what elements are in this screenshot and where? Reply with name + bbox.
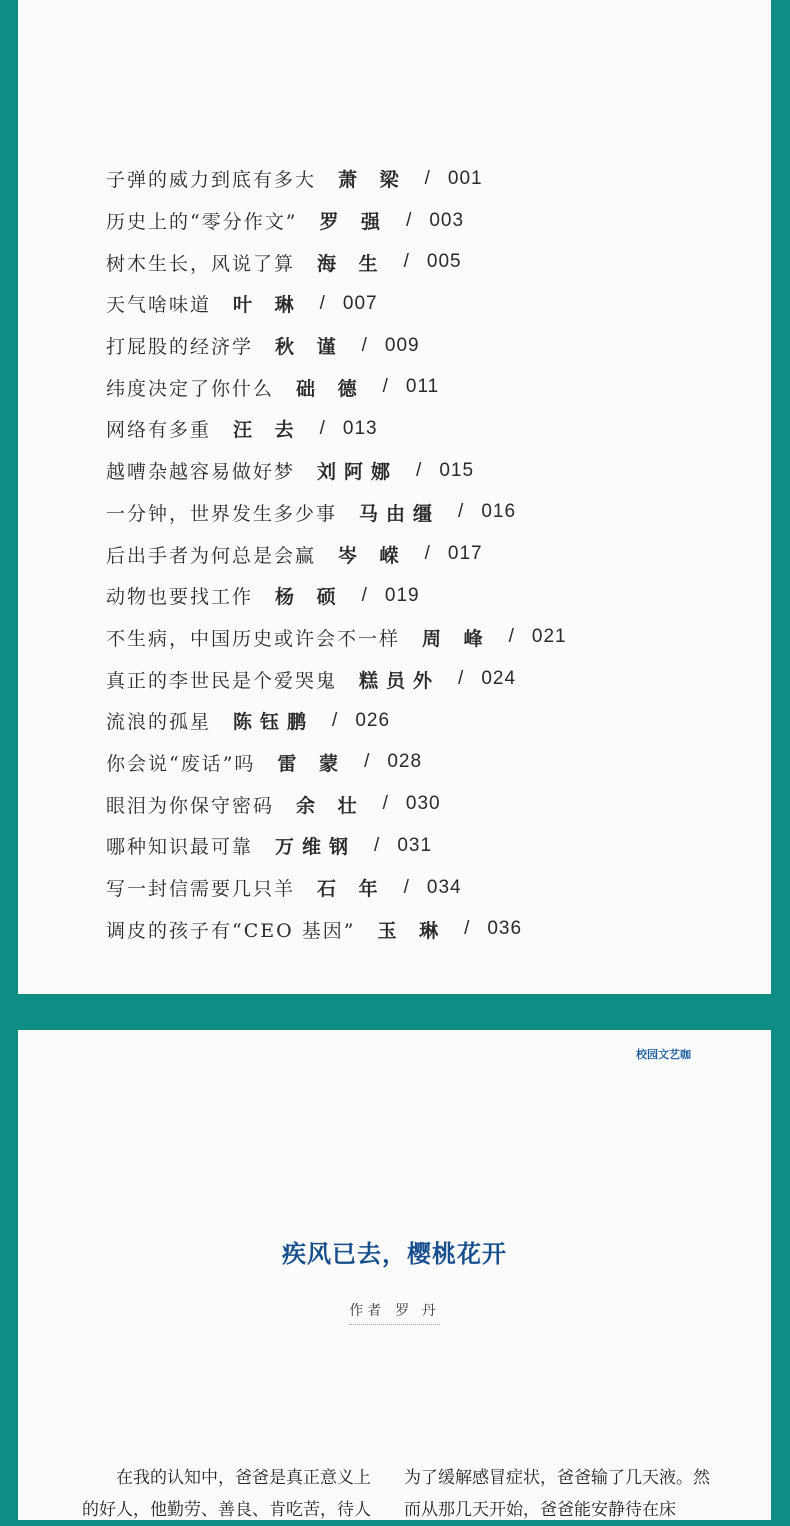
toc-entry-title: 不生病，中国历史或许会不一样 — [106, 627, 401, 650]
toc-entry-title: 纬度决定了你什么 — [106, 377, 275, 400]
toc-entry-author: 余 壮 — [296, 794, 365, 817]
toc-entry-separator: / — [403, 876, 409, 898]
toc-entry-author: 秋 谨 — [275, 336, 344, 359]
toc-entry — [106, 283, 746, 325]
toc-entry-title: 树木生长，风说了算 — [106, 252, 296, 275]
toc-entry-author: 叶 琳 — [233, 294, 302, 317]
toc-entry-author: 石 年 — [317, 878, 386, 901]
toc-entry — [106, 867, 746, 909]
toc-entry-author: 玉 琳 — [377, 919, 447, 942]
toc-entry-page-number: 015 — [439, 459, 475, 481]
toc-entry-page-number: 005 — [426, 251, 462, 273]
toc-entry — [106, 200, 746, 242]
toc-entry — [106, 366, 746, 408]
toc-entry-author: 萧 梁 — [338, 169, 407, 192]
toc-entry-separator: / — [406, 209, 412, 231]
toc-entry-title: 后出手者为何总是会赢 — [106, 544, 317, 567]
toc-entry-page-number: 034 — [426, 876, 462, 898]
toc-entry-page-number: 007 — [342, 292, 378, 314]
toc-entry — [106, 658, 746, 700]
toc-entry-author: 岑 嵘 — [338, 544, 407, 567]
toc-entry-separator: / — [319, 417, 325, 439]
table-of-contents — [106, 158, 746, 950]
toc-entry — [106, 825, 746, 867]
toc-entry-author: 马由缰 — [359, 502, 441, 525]
toc-entry-title: 眼泪为你保守密码 — [106, 794, 275, 817]
toc-entry-author: 罗 强 — [319, 211, 389, 234]
toc-entry-separator: / — [416, 459, 422, 481]
toc-entry-author: 陈钰鹏 — [233, 711, 315, 734]
toc-entry-page-number: 001 — [447, 167, 483, 189]
article-right-column: 为了缓解感冒症状，爸爸输了几天液。然而从那几天开始，爸爸能安静待在床 — [404, 1468, 710, 1520]
toc-entry-separator: / — [424, 167, 430, 189]
toc-entry-separator: / — [458, 501, 464, 523]
toc-entry-title: 越嘈杂越容易做好梦 — [106, 461, 296, 484]
toc-entry-title: 一分钟，世界发生多少事 — [106, 502, 338, 525]
toc-entry-separator: / — [382, 793, 388, 815]
magazine-brand: 校园文艺咖 — [636, 1048, 691, 1061]
toc-entry — [106, 908, 746, 950]
toc-entry-author: 周 峰 — [422, 627, 491, 650]
toc-entry-title: 动物也要找工作 — [106, 586, 254, 609]
toc-entry-page-number: 031 — [397, 834, 433, 856]
toc-entry-page-number: 028 — [387, 751, 423, 773]
toc-entry-separator: / — [458, 668, 464, 690]
toc-entry — [106, 533, 746, 575]
toc-entry-title: 写一封信需要几只羊 — [106, 878, 296, 901]
toc-entry — [106, 617, 746, 659]
toc-entry-separator: / — [374, 834, 380, 856]
toc-entry-separator: / — [424, 543, 430, 565]
toc-entry — [106, 575, 746, 617]
toc-entry-author: 万维钢 — [275, 836, 357, 859]
toc-entry — [106, 325, 746, 367]
toc-entry — [106, 700, 746, 742]
toc-entry-separator: / — [361, 334, 367, 356]
toc-entry-title: 真正的李世民是个爱哭鬼 — [106, 669, 338, 692]
article-title: 疾风已去，樱桃花开 — [282, 1239, 507, 1268]
toc-entry-title: 打屁股的经济学 — [106, 336, 254, 359]
byline-label: 作者 — [349, 1303, 386, 1319]
toc-entry-separator: / — [319, 292, 325, 314]
toc-entry-title: 流浪的孤星 — [106, 711, 212, 734]
toc-entry-page-number: 021 — [531, 626, 567, 648]
toc-entry — [106, 783, 746, 825]
byline — [18, 1300, 771, 1325]
toc-entry-author: 雷 蒙 — [277, 752, 347, 775]
toc-entry-title: 调皮的孩子有“CEO 基因” — [106, 919, 356, 942]
toc-entry-title: 子弹的威力到底有多大 — [106, 169, 317, 192]
toc-entry-page-number: 026 — [355, 709, 391, 731]
toc-entry-author: 础 德 — [296, 377, 365, 400]
toc-entry-title: 历史上的“零分作文” — [106, 211, 298, 234]
byline-author: 罗 丹 — [395, 1303, 440, 1319]
toc-entry-separator: / — [332, 709, 338, 731]
toc-entry-author: 汪 去 — [233, 419, 302, 442]
toc-entry-separator: / — [403, 251, 409, 273]
toc-entry — [106, 450, 746, 492]
toc-entry-separator: / — [464, 918, 470, 940]
toc-entry-title: 你会说“废话”吗 — [106, 752, 256, 775]
toc-entry-title: 天气啥味道 — [106, 294, 212, 317]
toc-entry-page-number: 024 — [481, 668, 517, 690]
toc-entry — [106, 742, 746, 784]
toc-entry-page-number: 013 — [342, 417, 378, 439]
toc-entry-page-number: 017 — [447, 543, 483, 565]
toc-entry-page-number: 016 — [481, 501, 517, 523]
toc-entry-author: 刘阿娜 — [317, 461, 399, 484]
toc-entry-separator: / — [382, 376, 388, 398]
toc-entry-separator: / — [364, 751, 370, 773]
toc-entry-page-number: 003 — [429, 209, 465, 231]
toc-entry-page-number: 036 — [487, 918, 523, 940]
toc-entry — [106, 241, 746, 283]
toc-entry-author: 杨 硕 — [275, 586, 344, 609]
toc-entry-title: 哪种知识最可靠 — [106, 836, 254, 859]
toc-entry-title: 网络有多重 — [106, 419, 212, 442]
article-left-column: 在我的认知中，爸爸是真正意义上的好人，他勤劳、善良、肯吃苦，待人 — [82, 1468, 371, 1520]
toc-entry — [106, 408, 746, 450]
toc-entry-author: 海 生 — [317, 252, 386, 275]
toc-entry-page-number: 019 — [384, 584, 420, 606]
toc-entry-page-number: 011 — [405, 376, 440, 398]
toc-entry — [106, 158, 746, 200]
toc-entry-author: 糕员外 — [359, 669, 441, 692]
toc-entry-page-number: 009 — [384, 334, 420, 356]
toc-entry-page-number: 030 — [405, 793, 441, 815]
toc-entry-separator: / — [508, 626, 514, 648]
toc-entry-separator: / — [361, 584, 367, 606]
toc-page — [18, 0, 771, 994]
toc-entry — [106, 492, 746, 534]
article-page — [18, 1030, 771, 1520]
